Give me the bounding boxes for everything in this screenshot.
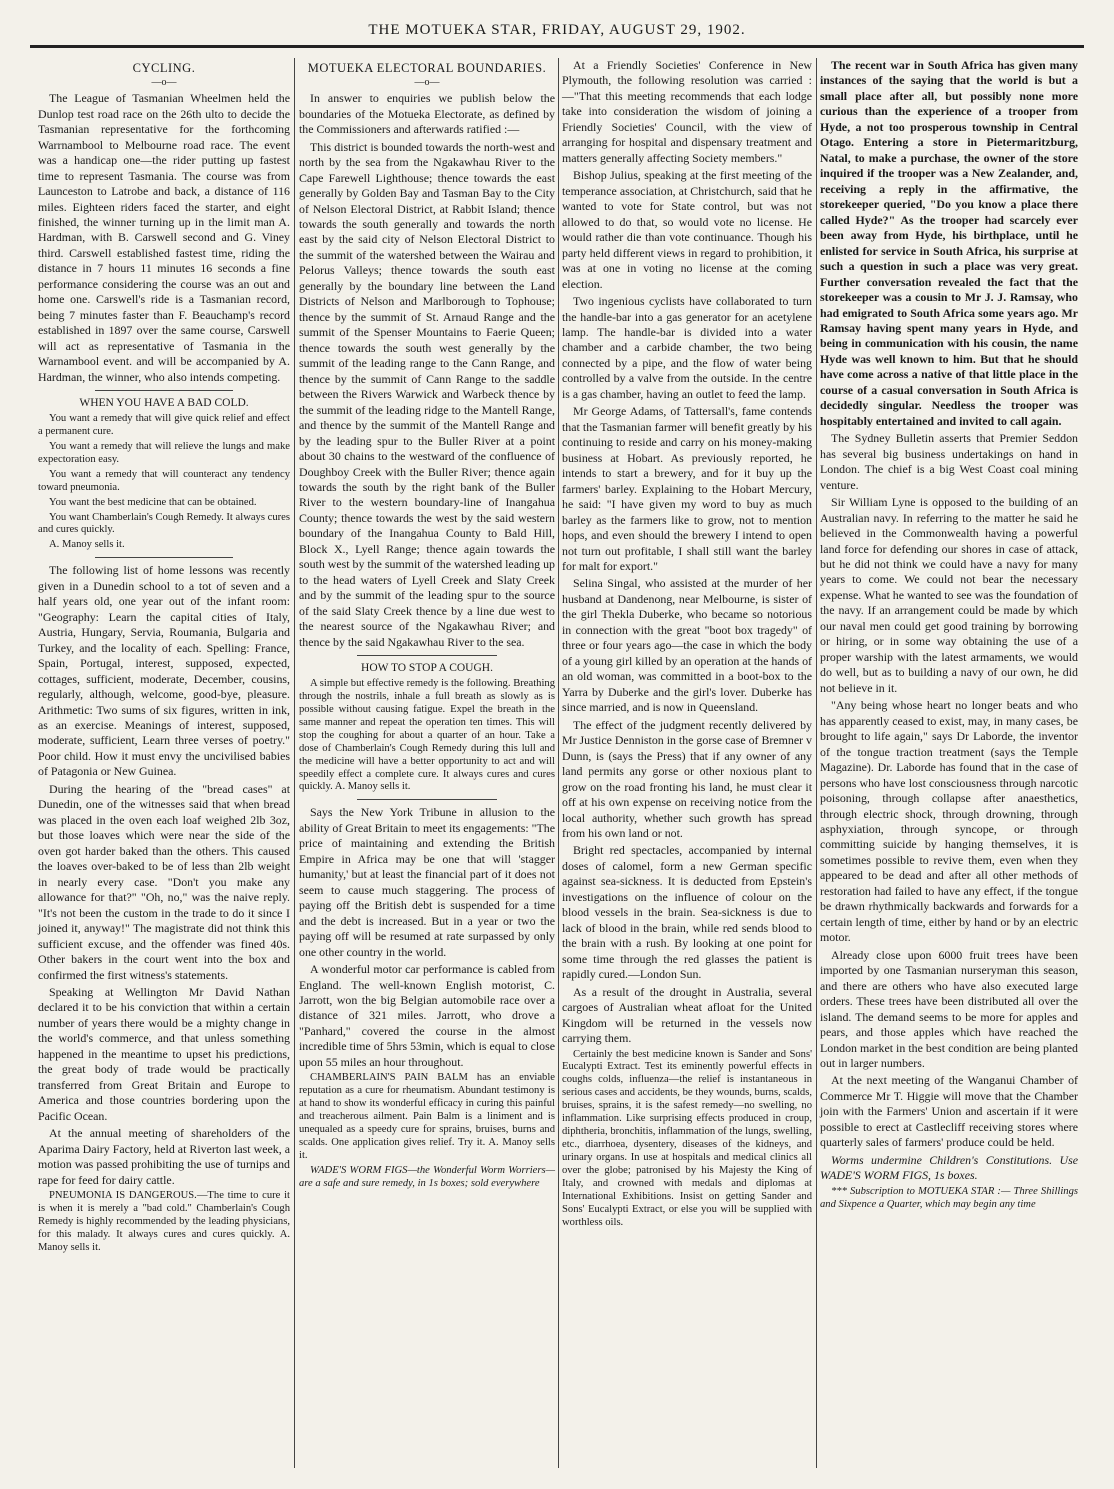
lyne-navy-article: Sir William Lyne is opposed to the building of an Australian navy. In referring to the matter he said he believed in the Commonwealth having a powerful land force for defending our shores in case of attack, but he did not think we could have a navy for many years to come. We could not bear the necessary expense. What he wanted to see was the foundation of the navy. If an arrangement could be made by which our naval men could get good training by borrowing or hiring, or in some way obtaining the use of a proper warship with the latest armaments, we would do well, but as to building a navy of our own, he did not believe in it. [820,495,1078,695]
column-divider [558,58,559,1468]
column-2 [299,58,555,1193]
bad-cold-ad [38,413,290,552]
cycling-heading: CYCLING. [132,61,196,75]
separator [95,557,234,558]
ornament: —o— [414,77,440,89]
boundaries-description: This district is bounded towards the north-west and north by the sea from the Ngakawhau River to the Cape Farewell Lighthouse; thence towards the east generally by Golden Bay and Tasman Bay to the City of Nelson Electoral District, at Rabbit Island; thence towards the south generally and towards the north east by the said city of Nelson Electoral District to the summit of the watershed between the Wairau and Pelorus Valleys; thence towards the south east generally by the boundary line between the Land Districts of Nelson and Marlborough to Tophouse; thence by the summit of St. Arnaud Range and the summit of the Spenser Mountains to Faerie Queen; thence towards the south west generally by the summit of the leading range to the Cann Range, and thence by the summit of Cann Range to the saddle between the Rivers Warwick and Warbeck thence by the summit of the leading ridge to the Mantell Range, and thence by the summit of the Mantell Range and by the leading spur to the Buller River at a point about 30 chains to the westward of the confluence of Doughboy Creek with the Buller River; thence again towards the south by the right bank of the Buller River to the western boundary-line of Inangahua County; thence towards the west by the said western boundary of the Inangahua County to Bald Hill, Block X., Lyell Range; thence again towards the south west by the summit of the watershed leading up to the head waters of Lyell Creek and Slaty Creek and by the summit of the leading spur to the source of the said Slaty Creek thence by a line due west to the nearest source of the Ngakawhau River; and thence by the said Ngakawhau River to the sea. [299,139,555,649]
masthead-rule [30,45,1084,48]
nathan-article: Speaking at Wellington Mr David Nathan declared it to be his conviction that within a certain number of years there would be a mighty change in the world's commerce, and that unless something happened in the meantime to upset his predictions, the great body of trade would be practically transferred from Great Britain and Europe to America and those countries bordering upon the Pacific Ocean. [38,984,290,1123]
boundaries-heading: MOTUEKA ELECTORAL BOUNDARIES. [307,61,547,75]
column-4 [820,58,1078,1214]
boundaries-intro: In answer to enquiries we publish below the boundaries of the Motueka Electorate, as defined by the Commissioners and afterwards ratified :— [299,91,555,137]
wanganui-chamber-article: At the next meeting of the Wanganui Chamber of Commerce Mr T. Higgie will move that the Chamber join with the Farmers' Union and ascertain if it were possible to erect at Castlecliff receiving stores where quarterly sales of farmers' produce could be held. [820,1073,1078,1150]
pain-balm-ad: CHAMBERLAIN'S PAIN BALM has an enviable reputation as a cure for rheumatism. Abundant testimony is at hand to show its wonderful efficacy in curing this painful and treacherous ailment. Pain Balm is a liniment and is unequaled as a speedy cure for sprains, bruises, burns and scalds. One application gives relief. Try it. A. Manoy sells it. [299,1072,555,1161]
gorse-judgment-article: The effect of the judgment recently delivered by Mr Justice Denniston in the gorse case of Bremner v Dunn, is (says the Press) that if any owner of any land permits any gorse or other noxious plant to grow on the road fronting his land, he must clear it off at his own expense on receiving notice from the local authority, whether such growth has spread from his own land or not. [562,717,812,840]
ad-line: You want a remedy that will relieve the lungs and make expectoration easy. [38,440,290,465]
fruit-trees-article: Already close upon 6000 fruit trees have been imported by one Tasmanian nurseryman this season, and there are others who have also executed large orders. These trees have been distributed all over the island. The demand seems to be more for apples and pears, and those apples which have reached the London market in the best condition are being planted out in larger numbers. [820,947,1078,1070]
laborde-article: "Any being whose heart no longer beats and who has apparently ceased to exist, may, in many cases, be brought to life again," says Dr Laborde, the inventor of the tongue traction treatment (says the Temple Magazine). Dr. Laborde has found that in the case of persons who have lost consciousness through narcotic poisoning, through collapse after anaesthetics, through electric shock, through drowning, through asphyxiation, through syncope, or through committing suicide by hanging themselves, it is sometimes possible to revive them, even when they appeared to be dead and after all other methods of restoration had failed to have any effect, if the tongue be drawn rhythmically backwards and forwards for a certain length of time, either by hand or by an electric motor. [820,698,1078,945]
george-adams-article: Mr George Adams, of Tattersall's, fame contends that the Tasmanian farmer will benefit greatly by his continuing to reside and carry on his money-making business at Hobart. As previously reported, he intends to start a brewery, and for it buy up the farmers' barley. Explaining to the Hobart Mercury, he said: "I have given my word to buy as much barley as the farmers like to grow, not to mention hops, and even should the brewery I intend to open not turn out profitable, I shall still want the barley for malt for export." [562,404,812,573]
selina-singal-article: Selina Singal, who assisted at the murder of her husband at Dandenong, near Melbourne, is sister of the girl Thekla Duberke, who became so notorious in connection with the great "boot box tragedy" of three or four years ago—the case in which the body of a young girl killed by an operation at the hands of an old woman, was committed in a boot-box to the Yarra by Duberke and the girl's lover. Duberke has since married, and is now in Queensland. [562,576,812,715]
seddon-article: The Sydney Bulletin asserts that Premier Seddon has several big business undertakings on hand in London. The chief is a big West Coast coal mining venture. [820,431,1078,492]
bad-cold-ad-heading: WHEN YOU HAVE A BAD COLD. [79,397,249,410]
column-3 [562,58,812,1231]
cough-ad: A simple but effective remedy is the following. Breathing through the nostrils, inhale a full breath as slowly as is possible without causing fatigue. Expel the breath in the same manner and repeat the operation ten times. This will stop the coughing for about a quarter of an hour. Take a dose of Chamberlain's Cough Remedy during this lull and the medicine will have a better opportunity to act and will speedily effect a complete cure. It always cures and cures quickly. A. Manoy sells it. [299,678,555,793]
bread-cases-article: During the hearing of the "bread cases" at Dunedin, one of the witnesses said that when bread was placed in the oven each loaf weighed 2lb 3oz, but those loaves which were near the side of the oven got harder baked than the others. This caused the loaves over-baked to be of less than 2lb weight in nearly every case. "Don't you make any allowance for that?" "Oh, no," was the naive reply. "It's not been the custom in the trade to do it since I joined it, anyway!" The magistrate did not think this sufficient excuse, and the offender was fined 40s. Other bakers in the court went into the box and confirmed the first witness's statements. [38,781,290,982]
drought-article: As a result of the drought in Australia, several cargoes of Australian wheat afloat for the United Kingdom will be returned in the vessels now carrying them. [562,984,812,1046]
separator [357,799,498,800]
worm-figs-notice: Worms undermine Children's Constitutions. Use WADE'S WORM FIGS, 1s boxes. [820,1152,1078,1183]
ornament: —o— [151,77,177,89]
home-lessons-article: The following list of home lessons was recently given in a Dunedin school to a tot of seven and a half years old, one year out of the infant room: "Geography: Learn the capital cities of Italy, Austria, Hungary, Servia, Roumania, Bulgaria and Turkey, and the locality of each. Spelling: France, Spain, Portugal, interest, supposed, expected, cottages, sufficient, moderate, December, cousins, regularly, although, welcome, good-bye, pleasure. Arithmetic: Two sums of six figures, written in ink, as an exercise. Meanings of interest, supposed, moderate, sufficient, Learn three verses of poetry." Poor child. How it must envy the uncivilised babies of Patagonia or New Guinea. [38,563,290,779]
bishop-julius-article: Bishop Julius, speaking at the first meeting of the temperance association, at Christchurch, said that he wanted to vote for State control, but was not allowed to do that, so would vote no license. He would rather die than vote continuance. Though his party held different views in regard to prohibition, it was at one in voting no license at the coming election. [562,168,812,291]
ad-line: You want the best medicine that can be obtained. [49,496,257,508]
ad-line: A. Manoy sells it. [49,539,125,551]
worm-figs-ad: WADE'S WORM FIGS—the Wonderful Worm Worriers—are a safe and sure remedy, in 1s boxes; sold everywhere [299,1164,555,1189]
ad-line: You want a remedy that will give quick relief and effect a permanent cure. [38,413,290,438]
pneumonia-ad: PNEUMONIA IS DANGEROUS.—The time to cure it is when it is merely a "bad cold." Chamberlain's Cough Remedy is highly recommended by the leading physicians, for this malady. It always cures and cures quickly. A. Manoy sells it. [38,1190,290,1253]
cyclists-article: Two ingenious cyclists have collaborated to turn the handle-bar into a gas generator for an acetylene lamp. The handle-bar is divided into a water chamber and a carbide chamber, the two being connected by a pipe, and the flow of water being controlled by a valve from the outside. In the centre is a gas chamber, having an outlet to feed the lamp. [562,294,812,401]
friendly-societies-article: At a Friendly Societies' Conference in New Plymouth, the following resolution was carried :—"That this meeting recommends that each lodge take into consideration the wisdom of joining a Friendly Societies' Council, with the view of arranging for hospital and dispensary treatment and matters generally affecting Society members." [562,58,812,165]
tribune-article: Says the New York Tribune in allusion to the ability of Great Britain to meet its engagements: "The price of maintaining and extending the British Empire in Africa may be one that will 'stagger humanity,' but at least the financial part of it does not seem to cause much staggering. The process of paying off the British debt is suspended for a time and the debt is increased. But in a year or two the paying off will be resumed at rate surpassed by only one other country in the world. [299,805,555,959]
eucalypti-ad: Certainly the best medicine known is Sander and Sons' Eucalypti Extract. Test its eminently powerful effects in coughs colds, influenza—the relief is instantaneous in serious cases and accidents, be they wounds, burns, scalds, bruises, sprains, it is the safest remedy—no swelling, no inflammation. Like surprising effects produced in croup, diphtheria, bronchitis, inflammation of the lungs, swelling, etc., diarrhoea, dysentery, diseases of the kidneys, and urinary organs. In use at hospitals and medical clinics all over the globe; patronised by his Majesty the King of Italy, and crowned with medals and diplomas at International Exhibitions. Insist on getting Sander and Sons' Eucalypti Extract, or else you will be supplied with worthless oils. [562,1048,812,1228]
south-africa-article: The recent war in South Africa has given many instances of the saying that the world is but a small place after all, but possibly none more curious than the experience of a trooper from Hyde, a not too prosperous township in Central Otago. Entering a store in Pietermaritzburg, Natal, to make a purchase, the owner of the store inquired if the trooper was a New Zealander, and, receiving a reply in the affirmative, the storekeeper queried, "Do you know a place there called Hyde?" As the trooper had scarcely ever been away from Hyde, his birthplace, until he enlisted for service in South Africa, his surprise at such a question in such a place was very great. Further conversation revealed the fact that the storekeeper was a cousin to Mr J. J. Ramsay, who had emigrated to South Africa some years ago. Mr Ramsay having spent many years in Hyde, and being in communication with his cousin, the name Hyde was well known to him. But that he should have come across a native of that little place in the course of a casual conversation in South Africa is decidedly singular. Needless the trooper was hospitably entertained and invited to call again. [820,58,1078,428]
ad-line: You want a remedy that will counteract any tendency toward pneumonia. [38,468,290,493]
column-1 [38,58,290,1257]
subscription-notice: *** Subscription to MOTUEKA STAR :— Three Shillings and Sixpence a Quarter, which may begin any time [820,1185,1078,1210]
column-divider [294,58,295,1468]
separator [95,390,234,391]
masthead: THE MOTUEKA STAR, FRIDAY, AUGUST 29, 1902. [368,22,746,38]
dairy-factory-article: At the annual meeting of shareholders of the Aparima Dairy Factory, held at Riverton last week, a motion was passed prohibiting the use of turnips and rape for feed for dairy cattle. [38,1126,290,1187]
separator [357,655,498,656]
ad-line: You want Chamberlain's Cough Remedy. It always cures and cures quickly. [38,511,290,536]
cough-ad-heading: HOW TO STOP A COUGH. [361,662,493,675]
cycling-article: The League of Tasmanian Wheelmen held the Dunlop test road race on the 26th ulto to decide the Tasmanian representative for the forthcoming Warrnambool to Melbourne road race. The event was a handicap one—the rider putting up fastest time to represent Tasmania. The course was from Launceston to Latrobe and back, a distance of 116 miles. Eighteen riders faced the starter, and eight finished, the winner turning up in the limit man A. Hardman, with B. Carswell second and G. Viney third. Carswell established fastest time, riding the distance in 7 hours 11 minutes 16 seconds a fine performance considering the course was an out and home one. Carswell's ride is a Tasmanian record, being 7 minutes faster than F. Beauchamp's record established in 1897 over the same course, Carswell will act as representative of Tasmania in the Warnambool event. and will be accompanied by A. Hardman, the winner, who also intends competing. [38,91,290,384]
motor-car-article: A wonderful motor car performance is cabled from England. The well-known English motorist, C. Jarrott, won the big Belgian automobile race over a distance of 321 miles. Jarrott, who drove a "Panhard," covered the course in the almost incredible time of 5hrs 53min, which is equal to close upon 55 miles an hour throughout. [299,962,555,1069]
red-spectacles-article: Bright red spectacles, accompanied by internal doses of calomel, form a new German specific against sea-sickness. It is deducted from Epstein's investigations on the influence of colour on the blood vessels in the brain. Sea-sickness is due to lack of blood in the brain, while red sends blood to the brain with a rush. By looking at one point for some time through the red glasses the patient is rapidly cured.—London Sun. [562,843,812,982]
column-divider [816,58,817,1468]
